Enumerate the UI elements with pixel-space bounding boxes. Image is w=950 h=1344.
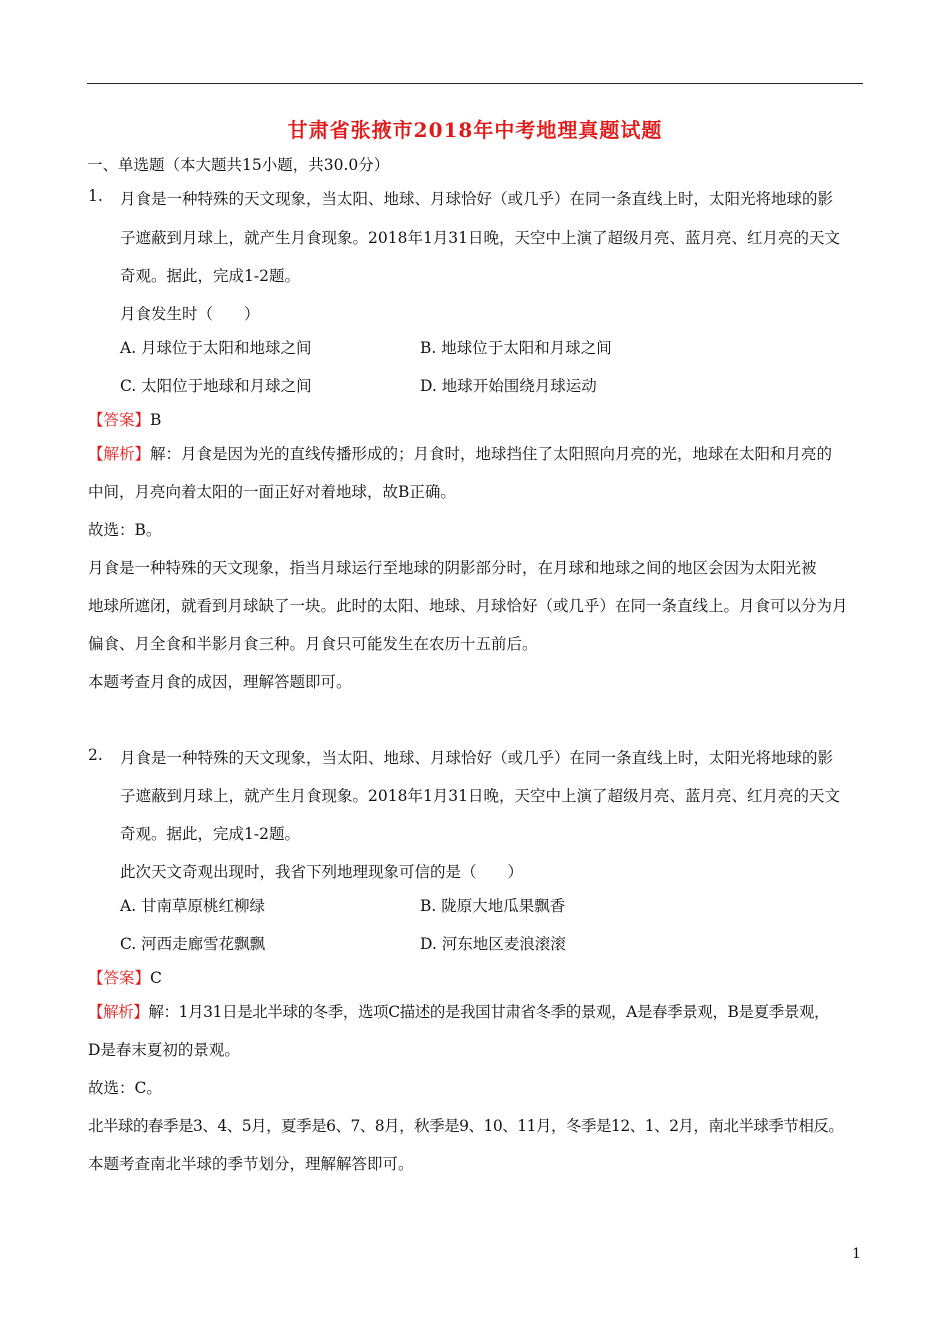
question-1-analysis-line — [88, 442, 832, 464]
question-2-option-c: C. 河西走廊雪花飘飘 — [120, 935, 266, 953]
question-2-option-b: B. 陇原大地瓜果飘香 — [420, 897, 566, 915]
header-rule — [87, 83, 863, 84]
question-1-analysis-line: 偏食、月全食和半影月食三种。月食只可能发生在农历十五前后。 — [88, 635, 538, 653]
question-1-number: 1. — [88, 187, 103, 205]
question-2-number: 2. — [88, 746, 103, 764]
question-1-prompt: 月食发生时（ ） — [120, 305, 260, 323]
section-heading: 一、单选题（本大题共15小题，共30.0分） — [87, 156, 390, 174]
question-1-option-c: C. 太阳位于地球和月球之间 — [120, 377, 312, 395]
answer-tag: 【答案】 — [88, 411, 151, 429]
question-1-stem-line: 子遮蔽到月球上，就产生月食现象。2018年1月31日晚，天空中上演了超级月亮、蓝月亮、红月亮的天文 — [120, 229, 841, 247]
question-2-prompt: 此次天文奇观出现时，我省下列地理现象可信的是（ ） — [120, 863, 524, 881]
question-1-analysis-line: 月食是一种特殊的天文现象，指当月球运行至地球的阴影部分时，在月球和地球之间的地区会因为太阳光被 — [88, 559, 817, 577]
answer-tag: 【答案】 — [88, 969, 151, 987]
question-2-analysis-line: D是春末夏初的景观。 — [88, 1041, 240, 1059]
question-1-option-a: A. 月球位于太阳和地球之间 — [120, 339, 312, 357]
page-number: 1 — [852, 1246, 861, 1262]
question-1-analysis-line: 中间，月亮向着太阳的一面正好对着地球，故B正确。 — [88, 483, 456, 501]
question-2-stem-line: 子遮蔽到月球上，就产生月食现象。2018年1月31日晚，天空中上演了超级月亮、蓝月亮、红月亮的天文 — [120, 787, 841, 805]
question-2-analysis-line: 本题考查南北半球的季节划分，理解解答即可。 — [88, 1155, 414, 1173]
question-2-option-a: A. 甘南草原桃红柳绿 — [120, 897, 266, 915]
question-2-stem-line: 月食是一种特殊的天文现象，当太阳、地球、月球恰好（或几乎）在同一条直线上时，太阳光将地球的影 — [120, 749, 834, 767]
document-title: 甘肃省张掖市2018年中考地理真题试题 — [287, 118, 663, 142]
question-1-stem-line: 月食是一种特殊的天文现象，当太阳、地球、月球恰好（或几乎）在同一条直线上时，太阳光将地球的影 — [120, 190, 834, 208]
answer-value: C — [150, 969, 162, 987]
question-2-answer — [88, 966, 162, 988]
question-2-analysis-line — [88, 1000, 829, 1022]
question-2-option-d: D. 河东地区麦浪滚滚 — [420, 935, 566, 953]
analysis-text: 解：月食是因为光的直线传播形成的；月食时，地球挡住了太阳照向月亮的光，地球在太阳和月亮的 — [150, 445, 833, 463]
question-1-option-d: D. 地球开始围绕月球运动 — [420, 377, 597, 395]
question-1-analysis-line: 本题考查月食的成因，理解答题即可。 — [88, 673, 352, 691]
analysis-tag: 【解析】 — [88, 1003, 149, 1021]
question-2-analysis-line: 故选：C。 — [88, 1079, 162, 1097]
question-1-analysis-line: 地球所遮闭，就看到月球缺了一块。此时的太阳、地球、月球恰好（或几乎）在同一条直线上。月食可以分为月 — [88, 597, 848, 615]
question-1-answer — [88, 408, 161, 430]
question-1-stem-line: 奇观。据此，完成1-2题。 — [120, 267, 300, 285]
answer-value: B — [150, 411, 162, 429]
question-2-analysis-line: 北半球的春季是3、4、5月，夏季是6、7、8月，秋季是9、10、11月，冬季是12、1、2月，南北半球季节相反。 — [88, 1117, 844, 1135]
question-1-analysis-line: 故选：B。 — [88, 521, 162, 539]
analysis-tag: 【解析】 — [88, 445, 151, 463]
question-2-stem-line: 奇观。据此，完成1-2题。 — [120, 825, 300, 843]
question-1-option-b: B. 地球位于太阳和月球之间 — [420, 339, 612, 357]
analysis-text: 解：1月31日是北半球的冬季，选项C描述的是我国甘肃省冬季的景观，A是春季景观，B是夏季景观， — [148, 1003, 830, 1021]
